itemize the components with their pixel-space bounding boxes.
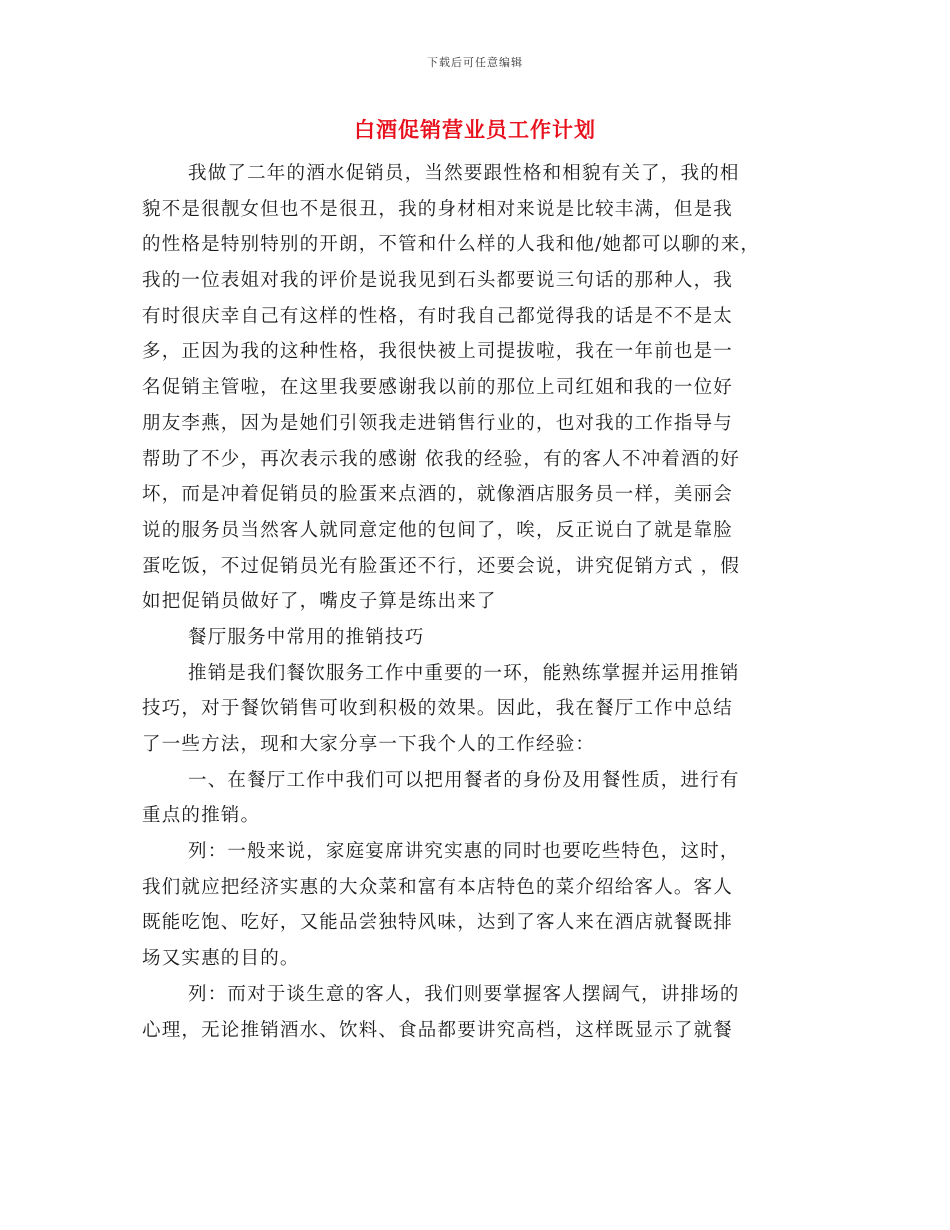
text-line: 说的服务员当然客人就同意定他的包间了，唉，反正说白了就是靠脸: [142, 519, 734, 541]
document-body: [142, 156, 812, 1048]
header-note: 下载后可任意编辑: [427, 56, 523, 69]
document-title: 白酒促销营业员工作计划: [354, 117, 596, 142]
text-line: 列：而对于谈生意的客人，我们则要掌握客人摆阔气，讲排场的: [188, 983, 740, 1005]
text-line: 一、在餐厅工作中我们可以把用餐者的身份及用餐性质，进行有: [188, 769, 740, 791]
text-line: 既能吃饱、吃好，又能品尝独特风味，达到了客人来在酒店就餐既排: [142, 912, 734, 934]
text-line: 推销是我们餐饮服务工作中重要的一环，能熟练掌握并运用推销: [188, 662, 740, 684]
text-line: 貌不是很靓女但也不是很丑，我的身材相对来说是比较丰满，但是我: [142, 198, 734, 220]
text-line: 我们就应把经济实惠的大众菜和富有本店特色的菜介绍给客人。客人: [142, 876, 734, 898]
text-line: 了一些方法，现和大家分享一下我个人的工作经验：: [142, 734, 596, 755]
text-line: 有时很庆幸自己有这样的性格，有时我自己都觉得我的话是不不是太: [142, 305, 734, 327]
text-line: 重点的推销。: [142, 805, 261, 827]
text-line: 餐厅服务中常用的推销技巧: [188, 626, 425, 648]
text-line: 蛋吃饭，不过促销员光有脸蛋还不行，还要会说，讲究促销方式 ，假: [142, 555, 741, 577]
text-line: 朋友李燕，因为是她们引领我走进销售行业的，也对我的工作指导与: [142, 412, 734, 434]
text-line: 如把促销员做好了，嘴皮子算是练出来了: [142, 591, 497, 613]
text-line: 多，正因为我的这种性格，我很快被上司提拔啦，我在一年前也是一: [142, 341, 734, 363]
text-line: 我的一位表姐对我的评价是说我见到石头都要说三句话的那种人，我: [142, 270, 734, 292]
text-line: 我做了二年的酒水促销员，当然要跟性格和相貌有关了，我的相: [188, 163, 740, 184]
text-line: 技巧，对于餐饮销售可收到积极的效果。因此，我在餐厅工作中总结: [142, 698, 734, 720]
text-line: 列：一般来说，家庭宴席讲究实惠的同时也要吃些特色，这时，: [188, 841, 740, 863]
text-line: 场又实惠的目的。: [142, 948, 300, 970]
text-line: 心理，无论推销酒水、饮料、食品都要讲究高档，这样既显示了就餐: [142, 1019, 734, 1041]
text-line: 名促销主管啦，在这里我要感谢我以前的那位上司红姐和我的一位好: [142, 377, 734, 399]
text-line: 坏，而是冲着促销员的脸蛋来点酒的，就像酒店服务员一样，美丽会: [142, 484, 734, 506]
text-line: 的性格是特别特别的开朗，不管和什么样的人我和他/她都可以聊的来，: [142, 234, 761, 256]
text-line: 帮助了不少，再次表示我的感谢 依我的经验，有的客人不冲着酒的好: [142, 448, 741, 470]
